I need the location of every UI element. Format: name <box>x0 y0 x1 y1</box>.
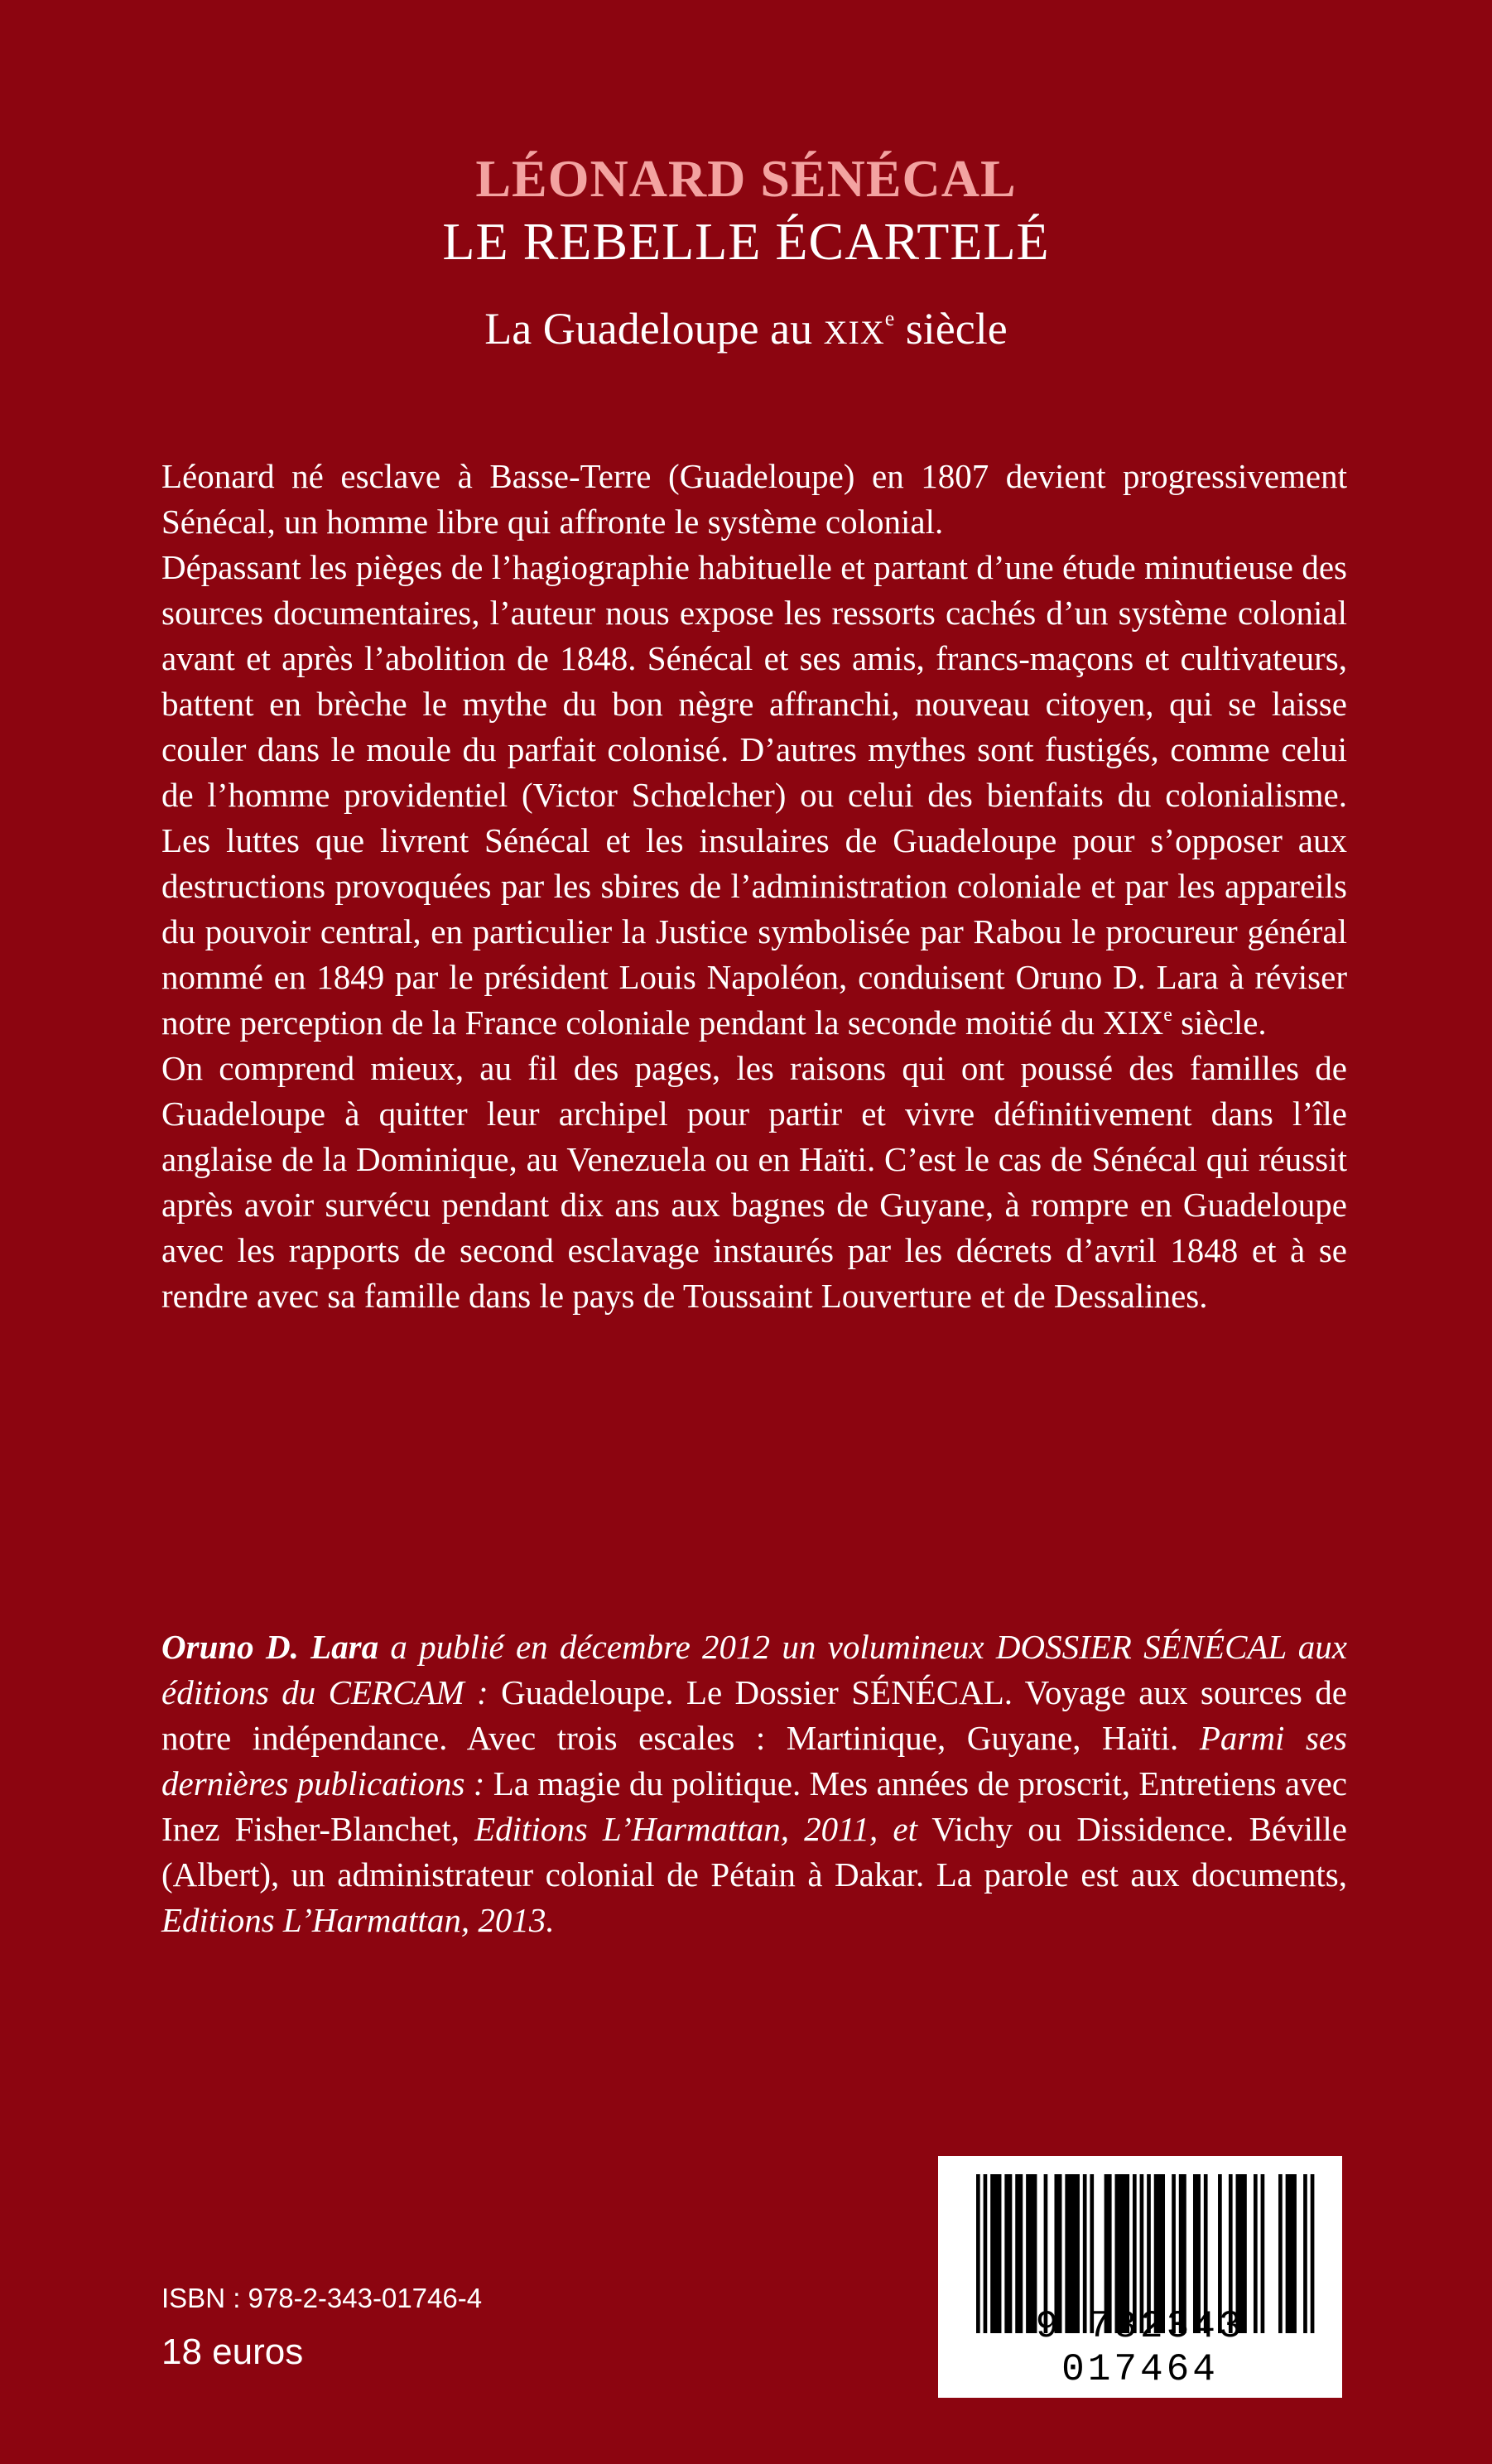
summary-paragraph-2 <box>161 545 1347 1046</box>
subtitle-suffix: siècle <box>894 304 1008 354</box>
barcode-digits: 9 782343 017464 <box>1035 2305 1245 2391</box>
subtitle-century-sup: e <box>884 306 895 330</box>
subtitle-century: XIX <box>823 314 885 351</box>
summary-paragraph-2-end: siècle. <box>1172 1003 1267 1042</box>
bio-magie: La magie du politique. Mes années de proscrit, Entretiens avec Inez Fisher-Blanchet, <box>161 1764 1347 1848</box>
book-main-title: LE REBELLE ÉCARTELÉ <box>442 212 1050 271</box>
book-author-title: LÉONARD SÉNÉCAL <box>475 149 1017 208</box>
bio-intro: a publié en décembre 2012 un volumineux DOSSIER SÉNÉCAL aux éditions du CERCAM : <box>161 1628 1348 1711</box>
barcode <box>938 2156 1342 2398</box>
author-bio-paragraph <box>161 1624 1347 1943</box>
bio-edition-2013: Editions L’Harmattan, 2013. <box>161 1901 555 1939</box>
summary-paragraph-3: On comprend mieux, au fil des pages, les raisons qui ont poussé des familles de Guadeloupe à quitter leur archipel pour partir et vivre définitivement dans l’île anglaise de la Dominique, au Venezuela ou en Haïti. C’est le cas de Sénécal qui réussit après avoir survécu pendant dix ans aux bagnes de Guyane, à rompre en Guadeloupe avec les rapports de second esclavage instaurés par les décrets d’avril 1848 et à se rendre avec sa famille dans le pays de Toussaint Louverture et de Dessalines. <box>161 1049 1347 1315</box>
price-label: 18 euros <box>161 2332 304 2372</box>
subtitle-prefix: La Guadeloupe au <box>484 304 824 354</box>
bio-dossier: Guadeloupe. Le Dossier SÉNÉCAL. Voyage aux sources de notre indépendance. Avec trois escales : Martinique, Guyane, Haïti. <box>161 1673 1347 1757</box>
summary-paragraph-2-main: Dépassant les pièges de l’hagiographie habituelle et partant d’une étude minutieuse des sources documentaires, l’auteur nous expose les ressorts cachés d’un système colonial avant et après l’abolition de 1848. Sénécal et ses amis, francs-maçons et cultivateurs, battent en brèche le mythe du bon nègre affranchi, nouveau citoyen, qui se laisse couler dans le moule du parfait colonisé. D’autres mythes sont fustigés, comme celui de l’homme providentiel (Victor Schœlcher) ou celui des bienfaits du colonialisme. Les luttes que livrent Sénécal et les insulaires de Guadeloupe pour s’opposer aux destructions provoquées par les sbires de l’administration coloniale et par les appareils du pouvoir central, en particulier la Justice symbolisée par Rabou le procureur général nommé en 1849 par le président Louis Napoléon, conduisent Oruno D. Lara à réviser notre perception de la France coloniale pendant la seconde moitié du XIX <box>161 548 1347 1042</box>
isbn-label: ISBN : 978-2-343-01746-4 <box>161 2283 483 2313</box>
bio-vichy: Vichy ou Dissidence. Béville (Albert), un administrateur colonial de Pétain à Dakar. La parole est aux documents, <box>161 1810 1348 1894</box>
summary-paragraph-2-sup: e <box>1163 1004 1172 1026</box>
bio-author-name: Oruno D. Lara <box>161 1628 379 1666</box>
summary-paragraph-1: Léonard né esclave à Basse-Terre (Guadeloupe) en 1807 devient progressivement Sénécal, un homme libre qui affronte le système colonial. <box>161 457 1347 541</box>
bio-publications-label: Parmi ses dernières publications : <box>161 1719 1348 1802</box>
title-block <box>0 147 1492 362</box>
book-subtitle <box>0 290 1492 362</box>
summary-text <box>161 454 1347 1319</box>
author-bio <box>161 1624 1347 1943</box>
bio-edition-2011: Editions L’Harmattan, 2011, et <box>459 1810 918 1848</box>
